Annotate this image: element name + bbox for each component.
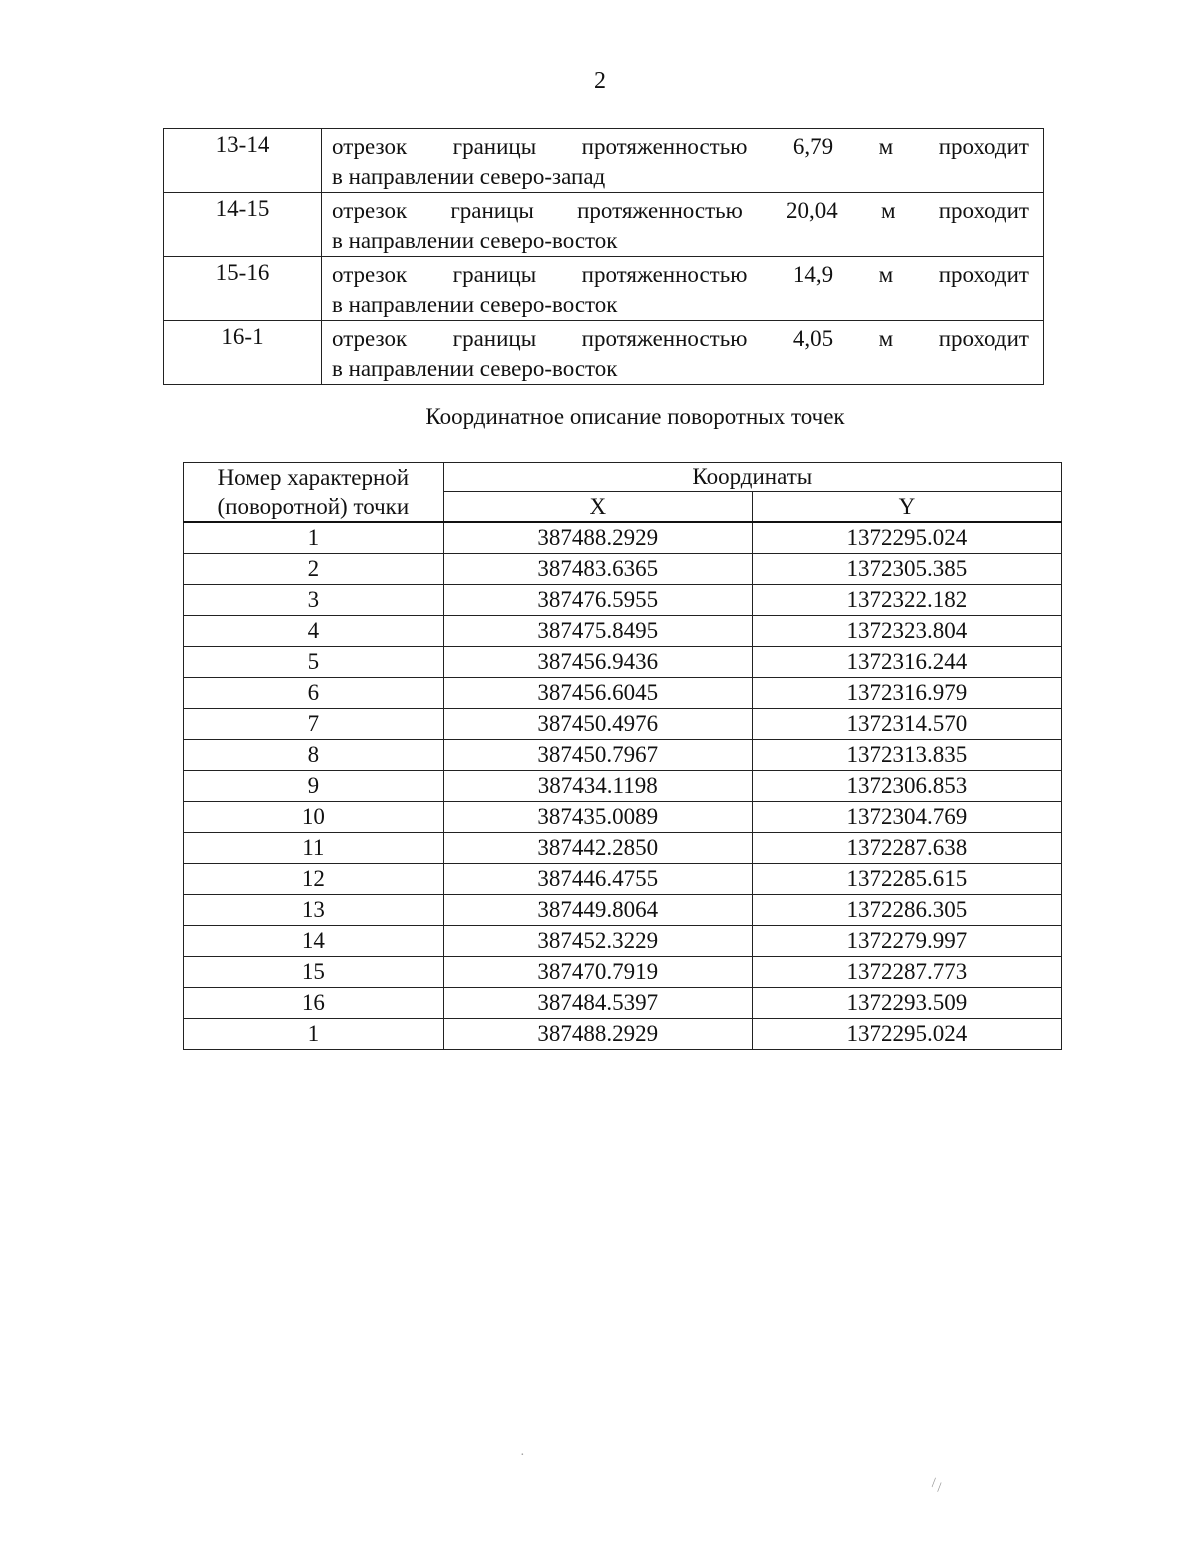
segment-word-w2: границы bbox=[452, 262, 537, 287]
segment-word-w1: отрезок bbox=[332, 198, 408, 223]
x-value-cell: 387449.8064 bbox=[443, 895, 752, 926]
coordinate-row bbox=[184, 895, 1062, 926]
x-value-cell: 387470.7919 bbox=[443, 957, 752, 988]
point-number-cell: 8 bbox=[184, 740, 444, 771]
segment-direction: в направлении северо-восток bbox=[332, 292, 618, 317]
segment-word-w2: границы bbox=[452, 326, 537, 351]
segment-row bbox=[164, 257, 1044, 321]
point-number-cell: 1 bbox=[184, 522, 444, 554]
scan-artifact-marks: \ \ bbox=[926, 1476, 946, 1495]
coordinate-row bbox=[184, 709, 1062, 740]
y-value-cell: 1372295.024 bbox=[752, 522, 1061, 554]
coordinate-row bbox=[184, 988, 1062, 1019]
x-value-cell: 387476.5955 bbox=[443, 585, 752, 616]
segment-description-cell bbox=[322, 257, 1044, 321]
coordinate-row bbox=[184, 957, 1062, 988]
y-value-cell: 1372313.835 bbox=[752, 740, 1061, 771]
y-value-cell: 1372323.804 bbox=[752, 616, 1061, 647]
coordinate-row bbox=[184, 616, 1062, 647]
y-value-cell: 1372287.638 bbox=[752, 833, 1061, 864]
segment-id: 13-14 bbox=[164, 129, 322, 193]
segment-word-w1: отрезок bbox=[332, 326, 408, 351]
segment-word-verb: проходит bbox=[938, 262, 1029, 287]
coordinate-row bbox=[184, 647, 1062, 678]
point-number-cell: 13 bbox=[184, 895, 444, 926]
coordinate-row bbox=[184, 1019, 1062, 1050]
point-number-cell: 15 bbox=[184, 957, 444, 988]
segment-row bbox=[164, 321, 1044, 385]
coordinate-row bbox=[184, 740, 1062, 771]
segment-word-unit: м bbox=[880, 198, 896, 223]
segment-word-verb: проходит bbox=[938, 198, 1029, 223]
point-number-cell: 5 bbox=[184, 647, 444, 678]
y-value-cell: 1372306.853 bbox=[752, 771, 1061, 802]
coordinate-row bbox=[184, 833, 1062, 864]
segment-word-length: 6,79 bbox=[792, 134, 834, 159]
segment-word-length: 4,05 bbox=[792, 326, 834, 351]
y-value-cell: 1372279.997 bbox=[752, 926, 1061, 957]
segment-word-verb: проходит bbox=[938, 134, 1029, 159]
y-header: Y bbox=[752, 492, 1061, 522]
point-number-cell: 12 bbox=[184, 864, 444, 895]
point-number-cell: 4 bbox=[184, 616, 444, 647]
point-number-cell: 7 bbox=[184, 709, 444, 740]
x-value-cell: 387450.4976 bbox=[443, 709, 752, 740]
segment-id: 14-15 bbox=[164, 193, 322, 257]
x-value-cell: 387456.9436 bbox=[443, 647, 752, 678]
coordinate-row bbox=[184, 554, 1062, 585]
point-number-cell: 9 bbox=[184, 771, 444, 802]
point-number-cell: 14 bbox=[184, 926, 444, 957]
point-number-cell: 6 bbox=[184, 678, 444, 709]
segment-id: 16-1 bbox=[164, 321, 322, 385]
x-value-cell: 387488.2929 bbox=[443, 522, 752, 554]
coordinate-row bbox=[184, 864, 1062, 895]
y-value-cell: 1372314.570 bbox=[752, 709, 1061, 740]
segment-word-w3: протяженностью bbox=[577, 198, 743, 223]
segment-word-w2: границы bbox=[452, 134, 537, 159]
y-value-cell: 1372295.024 bbox=[752, 1019, 1061, 1050]
point-number-cell: 10 bbox=[184, 802, 444, 833]
segment-row bbox=[164, 193, 1044, 257]
x-value-cell: 387450.7967 bbox=[443, 740, 752, 771]
segment-word-w3: протяженностью bbox=[581, 326, 748, 351]
x-value-cell: 387435.0089 bbox=[443, 802, 752, 833]
segment-word-w3: протяженностью bbox=[581, 262, 748, 287]
x-value-cell: 387434.1198 bbox=[443, 771, 752, 802]
segment-word-unit: м bbox=[878, 262, 894, 287]
x-value-cell: 387446.4755 bbox=[443, 864, 752, 895]
segment-word-w2: границы bbox=[450, 198, 534, 223]
y-value-cell: 1372293.509 bbox=[752, 988, 1061, 1019]
boundary-segments-table bbox=[163, 128, 1044, 385]
coordinates-header: Координаты bbox=[443, 463, 1061, 492]
segment-word-unit: м bbox=[878, 326, 894, 351]
segment-word-unit: м bbox=[878, 134, 894, 159]
scan-artifact-dot: · bbox=[520, 1448, 525, 1463]
segment-direction: в направлении северо-восток bbox=[332, 228, 618, 253]
coordinate-row bbox=[184, 585, 1062, 616]
coordinates-section-title: Координатное описание поворотных точек bbox=[425, 404, 845, 429]
point-number-cell: 16 bbox=[184, 988, 444, 1019]
segment-row bbox=[164, 129, 1044, 193]
x-value-cell: 387483.6365 bbox=[443, 554, 752, 585]
x-value-cell: 387452.3229 bbox=[443, 926, 752, 957]
point-number-header-line1: Номер характерной bbox=[217, 465, 410, 490]
segment-description-cell bbox=[322, 193, 1044, 257]
x-value-cell: 387475.8495 bbox=[443, 616, 752, 647]
x-value-cell: 387456.6045 bbox=[443, 678, 752, 709]
coordinate-row bbox=[184, 678, 1062, 709]
coordinates-table bbox=[183, 462, 1062, 1050]
point-number-cell: 1 bbox=[184, 1019, 444, 1050]
segment-description-cell bbox=[322, 129, 1044, 193]
x-value-cell: 387484.5397 bbox=[443, 988, 752, 1019]
point-number-cell: 3 bbox=[184, 585, 444, 616]
point-number-cell: 2 bbox=[184, 554, 444, 585]
x-value-cell: 387442.2850 bbox=[443, 833, 752, 864]
y-value-cell: 1372322.182 bbox=[752, 585, 1061, 616]
y-value-cell: 1372286.305 bbox=[752, 895, 1061, 926]
segment-word-w3: протяженностью bbox=[581, 134, 748, 159]
point-number-header bbox=[184, 463, 444, 523]
coordinate-row bbox=[184, 522, 1062, 554]
segment-direction: в направлении северо-запад bbox=[332, 164, 606, 189]
y-value-cell: 1372316.244 bbox=[752, 647, 1061, 678]
segment-word-verb: проходит bbox=[938, 326, 1029, 351]
segment-word-w1: отрезок bbox=[332, 134, 408, 159]
y-value-cell: 1372285.615 bbox=[752, 864, 1061, 895]
coordinate-row bbox=[184, 926, 1062, 957]
segment-word-length: 20,04 bbox=[786, 198, 838, 223]
segment-id: 15-16 bbox=[164, 257, 322, 321]
x-value-cell: 387488.2929 bbox=[443, 1019, 752, 1050]
segment-word-length: 14,9 bbox=[792, 262, 834, 287]
segment-description-cell bbox=[322, 321, 1044, 385]
x-header: X bbox=[443, 492, 752, 522]
y-value-cell: 1372316.979 bbox=[752, 678, 1061, 709]
point-number-cell: 11 bbox=[184, 833, 444, 864]
coordinate-row bbox=[184, 771, 1062, 802]
segment-word-w1: отрезок bbox=[332, 262, 408, 287]
segment-direction: в направлении северо-восток bbox=[332, 356, 618, 381]
y-value-cell: 1372304.769 bbox=[752, 802, 1061, 833]
point-number-header-line2: (поворотной) точки bbox=[217, 494, 410, 519]
coordinate-row bbox=[184, 802, 1062, 833]
y-value-cell: 1372287.773 bbox=[752, 957, 1061, 988]
y-value-cell: 1372305.385 bbox=[752, 554, 1061, 585]
page-number: 2 bbox=[594, 68, 606, 94]
